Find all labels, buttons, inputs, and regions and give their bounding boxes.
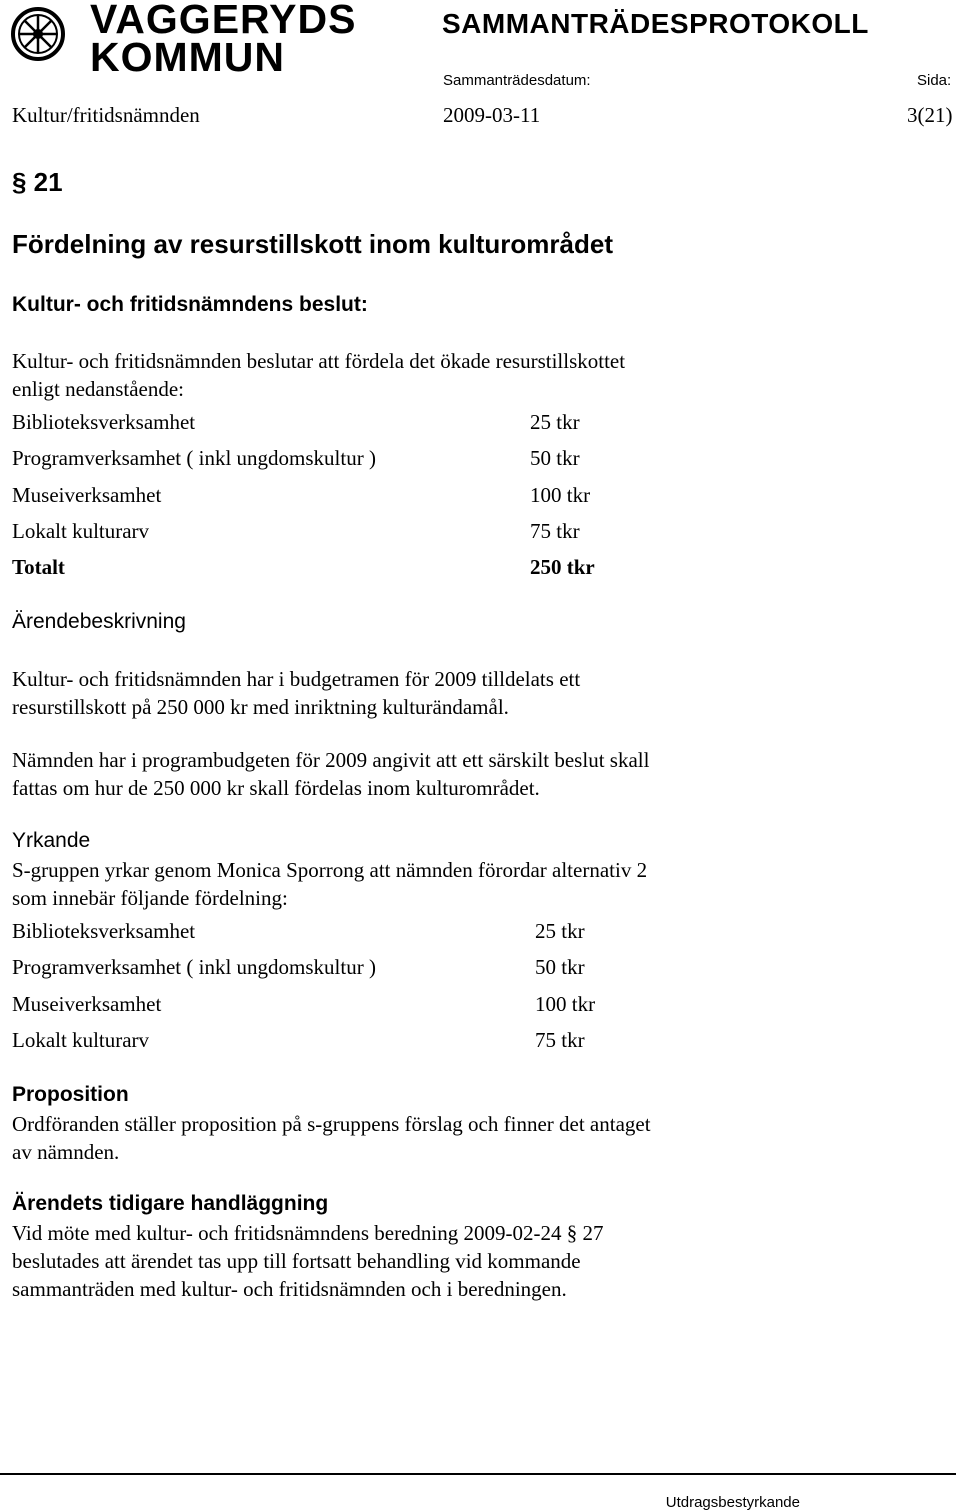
table-row	[0, 483, 700, 519]
logo-line-2: KOMMUN	[90, 34, 286, 80]
allocation-label: Museiverksamhet	[12, 483, 162, 507]
allocation-value: 50 tkr	[535, 955, 585, 979]
motion-line-2: som innebär följande fördelning:	[12, 886, 288, 910]
history-line-1: Vid möte med kultur- och fritidsnämndens beredning 2009-02-24 § 27	[12, 1221, 604, 1245]
proposition-line-2: av nämnden.	[12, 1140, 120, 1164]
description-heading: Ärendebeskrivning	[12, 610, 186, 633]
description-p1-line-1: Kultur- och fritidsnämnden har i budgetramen för 2009 tilldelats ett	[12, 667, 581, 691]
page-number: 3(21)	[907, 103, 953, 127]
table-row	[0, 1028, 700, 1064]
table-row	[0, 992, 700, 1028]
table-row	[0, 919, 700, 955]
allocation-value: 75 tkr	[530, 519, 580, 543]
allocation-label: Lokalt kulturarv	[12, 519, 150, 543]
proposition-line-1: Ordföranden ställer proposition på s-gruppens förslag och finner det antaget	[12, 1112, 651, 1136]
allocation-label: Biblioteksverksamhet	[12, 919, 196, 943]
allocation-label: Biblioteksverksamhet	[12, 410, 196, 434]
logo-wordmark	[90, 0, 357, 80]
motion-heading: Yrkande	[12, 829, 91, 852]
allocation-value: 25 tkr	[530, 410, 580, 434]
motion-line-1: S-gruppen yrkar genom Monica Sporrong att nämnden förordar alternativ 2	[12, 858, 648, 882]
total-value: 250 tkr	[530, 555, 595, 579]
allocation-label: Programverksamhet ( inkl ungdomskultur )	[12, 446, 376, 470]
description-p2-line-1: Nämnden har i programbudgeten för 2009 angivit att ett särskilt beslut skall	[12, 748, 650, 772]
table-row	[0, 955, 700, 991]
description-p2-line-2: fattas om hur de 250 000 kr skall fördelas inom kulturområdet.	[12, 776, 540, 800]
wheel-logo-icon	[10, 6, 66, 62]
allocation-value: 25 tkr	[535, 919, 585, 943]
allocation-label: Lokalt kulturarv	[12, 1028, 150, 1052]
table-row	[0, 519, 700, 555]
paragraph-number: § 21	[12, 167, 63, 197]
decision-intro-line-2: enligt nedanstående:	[12, 377, 185, 401]
history-heading: Ärendets tidigare handläggning	[12, 1192, 329, 1215]
table-row	[0, 410, 700, 446]
meeting-date-label: Sammanträdesdatum:	[443, 72, 591, 89]
proposition-heading: Proposition	[12, 1083, 129, 1106]
allocation-value: 50 tkr	[530, 446, 580, 470]
allocation-value: 100 tkr	[535, 992, 596, 1016]
decision-intro-line-1: Kultur- och fritidsnämnden beslutar att fördela det ökade resurstillskottet	[12, 349, 626, 373]
footer-certification-label: Utdragsbestyrkande	[665, 1494, 800, 1511]
history-line-3: sammanträden med kultur- och fritidsnämnden och i beredningen.	[12, 1277, 567, 1301]
document-type-title: SAMMANTRÄDESPROTOKOLL	[442, 8, 869, 39]
footer-divider	[0, 1473, 956, 1475]
meeting-date: 2009-03-11	[443, 103, 541, 127]
decision-heading: Kultur- och fritidsnämndens beslut:	[12, 293, 368, 316]
total-row	[0, 555, 700, 591]
allocation-label: Museiverksamhet	[12, 992, 162, 1016]
allocation-value: 100 tkr	[530, 483, 591, 507]
page-label: Sida:	[917, 72, 952, 89]
total-label: Totalt	[12, 555, 65, 579]
history-line-2: beslutades att ärendet tas upp till fortsatt behandling vid kommande	[12, 1249, 581, 1273]
table-row	[0, 446, 700, 482]
logo-line-1: VAGGERYDS	[90, 0, 357, 42]
allocation-label: Programverksamhet ( inkl ungdomskultur )	[12, 955, 376, 979]
allocation-value: 75 tkr	[535, 1028, 585, 1052]
description-p1-line-2: resurstillskott på 250 000 kr med inriktning kulturändamål.	[12, 695, 509, 719]
organ-name: Kultur/fritidsnämnden	[12, 103, 200, 127]
page-title: Fördelning av resurstillskott inom kulturområdet	[12, 229, 613, 259]
